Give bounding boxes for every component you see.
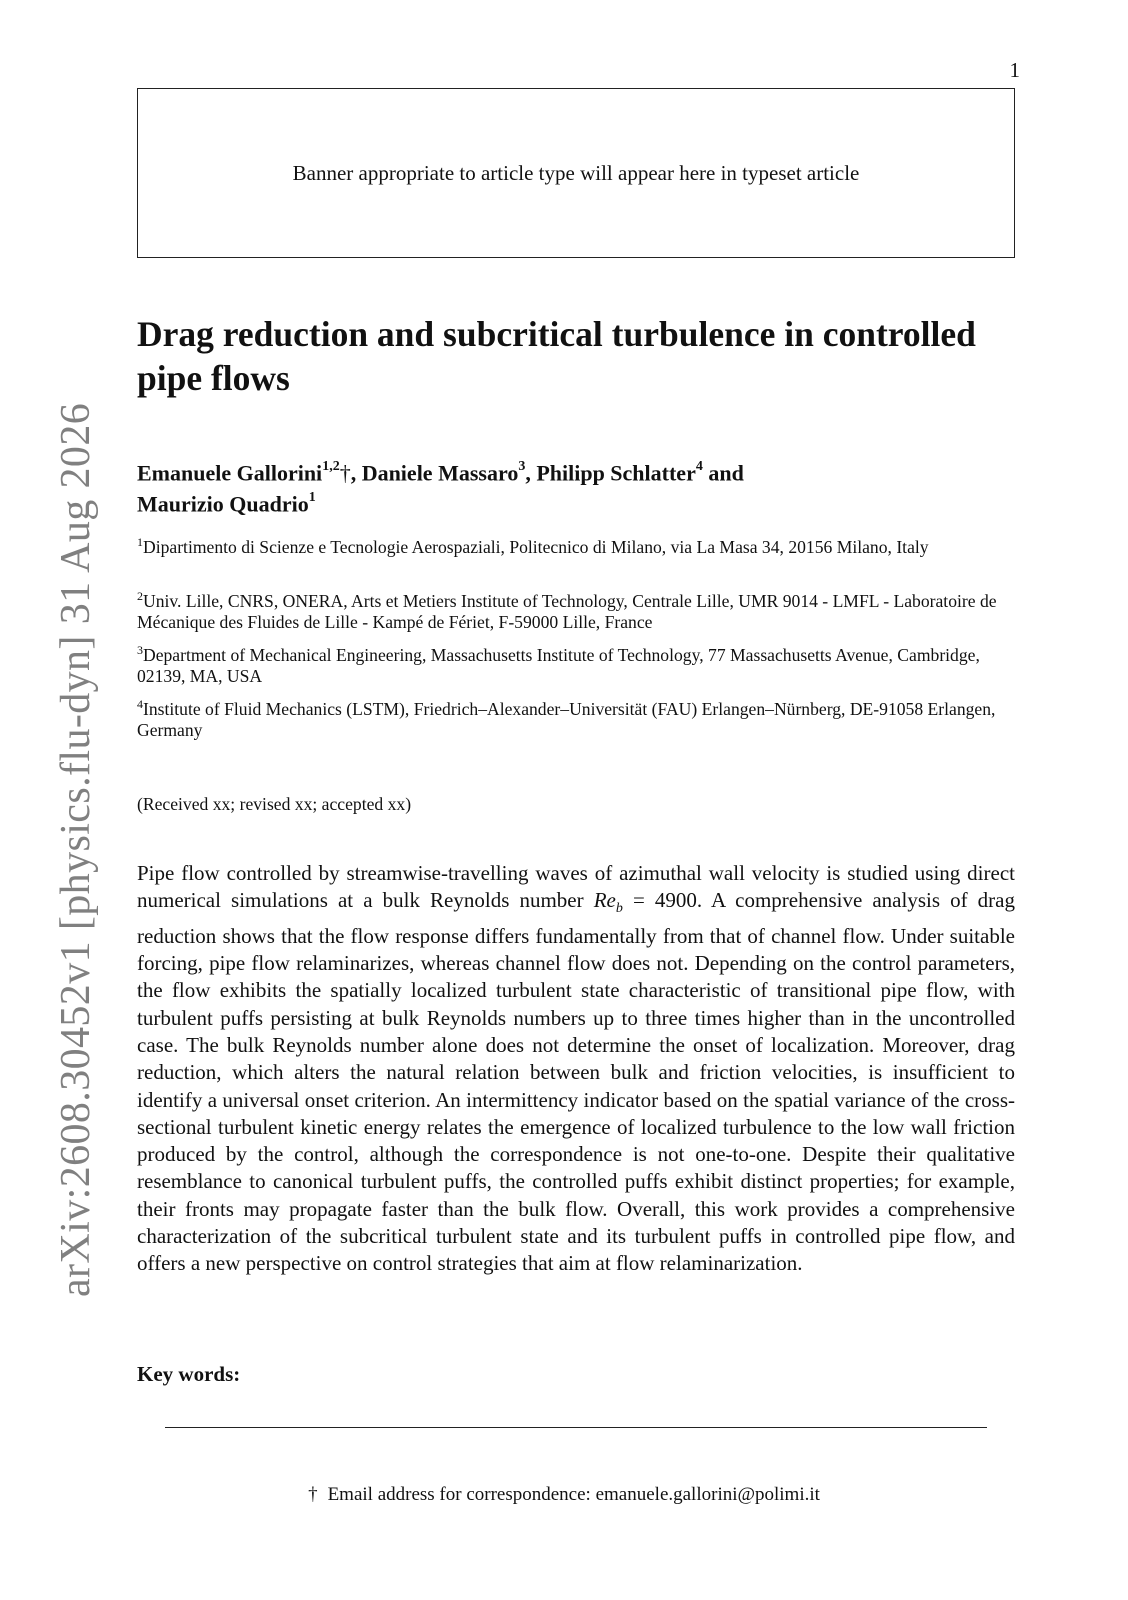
correspondence-footnote <box>0 1484 1128 1506</box>
author-conjunction: and <box>708 460 744 486</box>
affiliation <box>137 532 1017 558</box>
corresponding-author-mark: † <box>339 460 351 486</box>
affiliation-text: Institute of Fluid Mechanics (LSTM), Friedrich–Alexander–Universität (FAU) Erlangen–Nürnberg, DE-91058 Erlangen, Germany <box>137 698 996 740</box>
author-separator: , <box>350 460 362 486</box>
affiliation-number: 4 <box>137 697 143 711</box>
abstract-text: = 4900. A comprehensive analysis of drag reduction shows that the flow response differs fundamentally from that of channel flow. Under suitable forcing, pipe flow relaminarizes, whereas channel flow does not. Depending on the control parameters, the flow exhibits the spatially localized turbulent state characteristic of transitional pipe flow, with turbulent puffs persisting at bulk Reynolds numbers up to three times higher than in the uncontrolled case. The bulk Reynolds number alone does not determine the onset of localization. Moreover, drag reduction, which alters the natural relation between bulk and friction velocities, is insufficient to identify a universal onset criterion. An intermittency indicator based on the spatial variance of the cross-sectional turbulent kinetic energy relates the emergence of localized turbulence to the low wall friction produced by the control, although the correspondence is not one-to-one. Despite their qualitative resemblance to canonical turbulent puffs, the controlled puffs exhibit distinct properties; for example, their fronts may propagate faster than the bulk flow. Overall, this work provides a comprehensive characterization of the subcritical turbulent state and its turbulent puffs in controlled pipe flow, and offers a new perspective on control strategies that aim at flow relaminarization. <box>137 888 1015 1276</box>
affiliation <box>137 694 1017 741</box>
abstract <box>137 860 1015 1278</box>
received-dates: (Received xx; revised xx; accepted xx) <box>137 794 412 814</box>
author-affiliation-mark: 1,2 <box>322 459 340 474</box>
reynolds-symbol <box>593 888 623 917</box>
affiliation-number: 2 <box>137 589 143 603</box>
paper-title: Drag reduction and subcritical turbulence in controlled pipe flows <box>137 314 976 398</box>
author-name: Philipp Schlatter <box>536 460 696 486</box>
author-list <box>137 455 997 518</box>
author-affiliation-mark: 3 <box>518 459 526 474</box>
abstract-text: Pipe flow controlled by streamwise-travelling waves of azimuthal wall velocity is studied using direct numerical simulations at a bulk Reynolds number <box>137 861 1015 913</box>
arxiv-identifier-stamp[interactable]: arXiv:2608.30452v1 [physics.flu-dyn] 31 Aug 2026 <box>53 402 99 1297</box>
symbol-base: Re <box>593 888 616 913</box>
author-separator: , <box>525 460 537 486</box>
page-number: 1 <box>1009 58 1020 82</box>
footnote-divider <box>165 1427 987 1428</box>
article-banner <box>137 88 1015 258</box>
affiliation-number: 1 <box>137 535 143 549</box>
affiliation-number: 3 <box>137 643 143 657</box>
symbol-subscript: b <box>615 901 623 917</box>
author-name: Daniele Massaro <box>361 460 519 486</box>
author-affiliation-mark: 4 <box>695 459 703 474</box>
footnote-mark: † <box>308 1484 318 1505</box>
author-affiliation-mark: 1 <box>308 490 316 506</box>
affiliation-text: Univ. Lille, CNRS, ONERA, Arts et Metiers Institute of Technology, Centrale Lille, UMR 9014 - LMFL - Laboratoire de Mécanique des Fluides de Lille - Kampé de Fériet, F-59000 Lille, France <box>137 590 997 632</box>
banner-text: Banner appropriate to article type will appear here in typeset article <box>292 160 860 185</box>
keywords-label: Key words: <box>137 1362 241 1386</box>
author-name: Emanuele Gallorini <box>137 460 323 486</box>
affiliation-text: Department of Mechanical Engineering, Massachusetts Institute of Technology, 77 Massachusetts Avenue, Cambridge, 02139, MA, USA <box>137 644 980 686</box>
affiliation-text: Dipartimento di Scienze e Tecnologie Aerospaziali, Politecnico di Milano, via La Masa 34, 20156 Milano, Italy <box>143 536 929 557</box>
affiliation <box>137 586 1017 633</box>
affiliation <box>137 640 1017 687</box>
author-name: Maurizio Quadrio <box>137 491 309 517</box>
footnote-text[interactable]: Email address for correspondence: emanuele.gallorini@polimi.it <box>327 1484 820 1505</box>
